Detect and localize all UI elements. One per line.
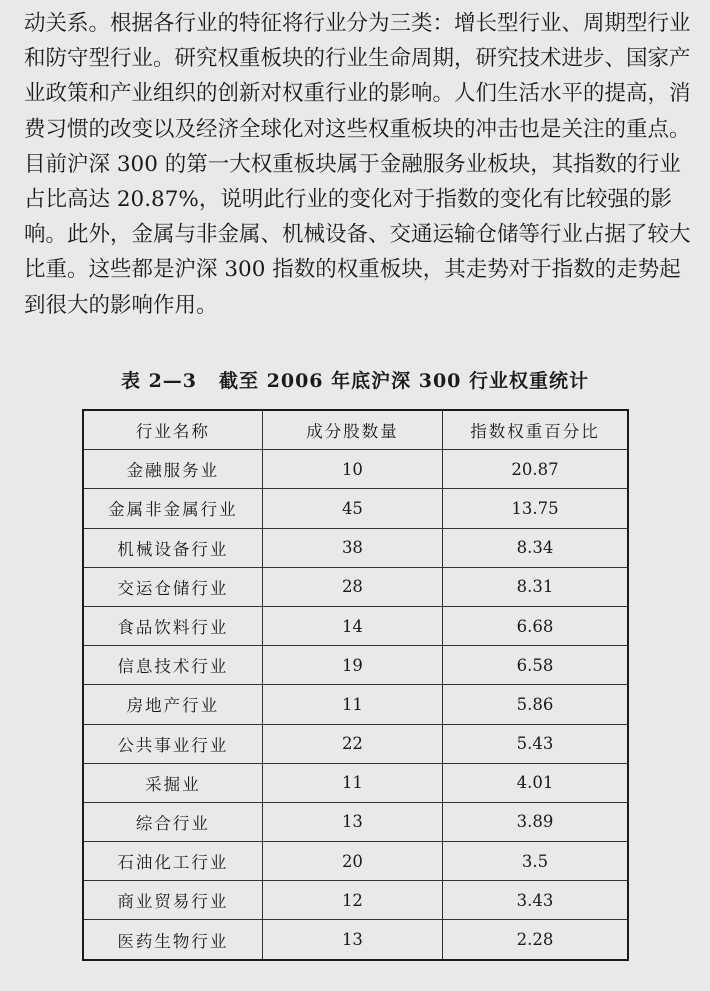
- table-row: [83, 567, 628, 606]
- weight-cell: 3.43: [443, 881, 628, 920]
- weight-cell: 5.43: [443, 724, 628, 763]
- count-cell: 12: [262, 881, 442, 920]
- industry-cell: 综合行业: [83, 802, 262, 841]
- count-cell: 11: [262, 685, 442, 724]
- count-cell: 19: [262, 646, 442, 685]
- table-row: [83, 606, 628, 645]
- industry-weight-table: [82, 409, 629, 961]
- table-row: [83, 763, 628, 802]
- weight-cell: 8.34: [443, 528, 628, 567]
- industry-cell: 采掘业: [83, 763, 262, 802]
- body-text: [24, 6, 692, 323]
- table-number: 表 2—3: [120, 370, 198, 392]
- industry-cell: 交运仓储行业: [83, 567, 262, 606]
- weight-cell: 8.31: [443, 567, 628, 606]
- industry-cell: 食品饮料行业: [83, 606, 262, 645]
- body-paragraph: 动关系。根据各行业的特征将行业分为三类：增长型行业、周期型行业和防守型行业。研究权重板块的行业生命周期，研究技术进步、国家产业政策和产业组织的创新对权重行业的影响。人们生活水平的提高，消费习惯的改变以及经济全球化对这些权重板块的冲击也是关注的重点。目前沪深 300 的第一大权重板块属于金融服务业板块，其指数的行业占比高达 20.87%，说明此行业的变化对于指数的变化有比较强的影响。此外，金属与非金属、机械设备、交通运输仓储等行业占据了较大比重。这些都是沪深 300 指数的权重板块，其走势对于指数的走势起到很大的影响作用。: [24, 11, 691, 318]
- header-count: 成分股数量: [262, 410, 442, 450]
- header-industry: 行业名称: [83, 410, 262, 450]
- count-cell: 11: [262, 763, 442, 802]
- count-cell: 20: [262, 842, 442, 881]
- table-row: [83, 685, 628, 724]
- table-row: [83, 646, 628, 685]
- count-cell: 22: [262, 724, 442, 763]
- industry-cell: 石油化工行业: [83, 842, 262, 881]
- industry-cell: 机械设备行业: [83, 528, 262, 567]
- industry-cell: 金属非金属行业: [83, 489, 262, 528]
- weight-cell: 20.87: [443, 450, 628, 489]
- weight-cell: 5.86: [443, 685, 628, 724]
- table-row: [83, 528, 628, 567]
- table-row: [83, 450, 628, 489]
- table-row: [83, 842, 628, 881]
- table-caption: [0, 368, 710, 394]
- count-cell: 38: [262, 528, 442, 567]
- weight-cell: 2.28: [443, 920, 628, 960]
- weight-cell: 3.5: [443, 842, 628, 881]
- weight-cell: 3.89: [443, 802, 628, 841]
- weight-cell: 13.75: [443, 489, 628, 528]
- count-cell: 28: [262, 567, 442, 606]
- industry-cell: 房地产行业: [83, 685, 262, 724]
- industry-cell: 金融服务业: [83, 450, 262, 489]
- table-row: [83, 881, 628, 920]
- industry-cell: 商业贸易行业: [83, 881, 262, 920]
- table-row: [83, 489, 628, 528]
- header-weight: 指数权重百分比: [443, 410, 628, 450]
- industry-cell: 医药生物行业: [83, 920, 262, 960]
- table-row: [83, 802, 628, 841]
- count-cell: 45: [262, 489, 442, 528]
- weight-cell: 6.58: [443, 646, 628, 685]
- count-cell: 14: [262, 606, 442, 645]
- weight-cell: 4.01: [443, 763, 628, 802]
- table-row: [83, 724, 628, 763]
- count-cell: 13: [262, 920, 442, 960]
- industry-cell: 公共事业行业: [83, 724, 262, 763]
- industry-cell: 信息技术行业: [83, 646, 262, 685]
- count-cell: 13: [262, 802, 442, 841]
- count-cell: 10: [262, 450, 442, 489]
- weight-cell: 6.68: [443, 606, 628, 645]
- table-header-row: [83, 410, 628, 450]
- table-title: 截至 2006 年底沪深 300 行业权重统计: [219, 370, 590, 392]
- table-row: [83, 920, 628, 960]
